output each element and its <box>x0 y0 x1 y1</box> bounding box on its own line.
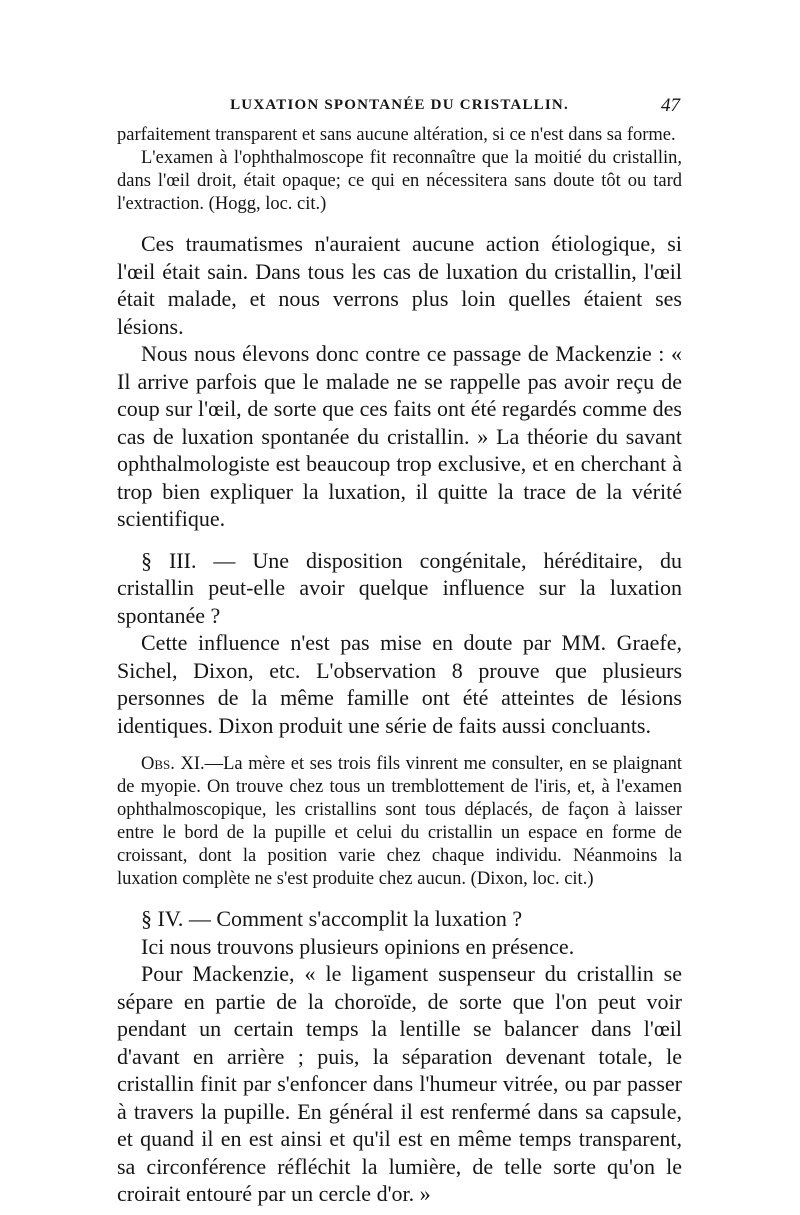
paragraph-mackenzie-critique: Nous nous élevons donc contre ce passage de Mackenzie : « Il arrive parfois que le malade ne se rappelle pas avoir reçu de coup sur l'œil, de sorte que ces faits ont été regardés comme des cas de luxation spontanée du cristallin. » La théorie du savant ophthalmologiste est beaucoup trop exclusive, et en cherchant à trop bien expliquer la luxation, il quitte la trace de la vérité scientifique. <box>117 341 682 531</box>
paragraph-hogg-quote: L'examen à l'ophthalmoscope fit reconnaître que la moitié du cristallin, dans l'œil droit, était opaque; ce qui en nécessitera sans doute tôt ou tard l'extraction. (Hogg, loc. cit.) <box>117 148 682 214</box>
observation-label: Obs. XI. <box>141 754 205 774</box>
running-title: LUXATION SPONTANÉE DU CRISTALLIN. <box>230 97 569 113</box>
observation-text: —La mère et ses trois fils vinrent me consulter, en se plaignant de myopie. On trouve chez tous un tremblottement de l'iris, et, à l'examen ophthalmoscopique, les cristallins sont tous déplacés, de façon à laisser entre le bord de la pupille et celui du cristallin un espace en forme de croissant, dont la position varie chez chaque individu. Néanmoins la luxation complète ne s'est produite chez aucun. (Dixon, loc. cit.) <box>117 754 682 889</box>
page-number: 47 <box>661 95 680 116</box>
section-heading-3: § III. — Une disposition congénitale, héréditaire, du cristallin peut-elle avoir quelque influence sur la luxation spontanée ? <box>117 547 682 628</box>
section-heading-4: § IV. — Comment s'accomplit la luxation ? <box>141 906 523 931</box>
paragraph-influence: Cette influence n'est pas mise en doute par MM. Graefe, Sichel, Dixon, etc. L'observation 8 prouve que plusieurs personnes de la même famille ont été atteintes de lésions identiques. Dixon produit une série de faits aussi concluants. <box>117 630 682 738</box>
paragraph-continuation: parfaitement transparent et sans aucune altération, si ce n'est dans sa forme. <box>117 125 676 145</box>
page-body <box>117 124 682 1208</box>
paragraph-traumatismes: Ces traumatismes n'auraient aucune action étiologique, si l'œil était sain. Dans tous les cas de luxation du cristallin, l'œil était malade, et nous verrons plus loin quelles étaient ses lésions. <box>117 231 682 339</box>
paragraph-mackenzie-quote: Pour Mackenzie, « le ligament suspenseur du cristallin se sépare en partie de la choroïde, de sorte que l'on peut voir pendant un certain temps la lentille se balancer dans l'œil d'avant en arrière ; puis, la séparation devenant totale, le cristallin finit par s'enfoncer dans l'humeur vitrée, ou par passer à travers la pupille. En général il est renfermé dans sa capsule, et quand il en est ainsi et qu'il est en même temps transparent, sa circonférence réfléchit la lumière, de telle sorte qu'on le croirait entouré par un cercle d'or. » <box>117 961 682 1206</box>
page-header <box>117 97 682 121</box>
observation-xi <box>117 753 682 891</box>
paragraph-opinions: Ici nous trouvons plusieurs opinions en présence. <box>141 933 575 959</box>
